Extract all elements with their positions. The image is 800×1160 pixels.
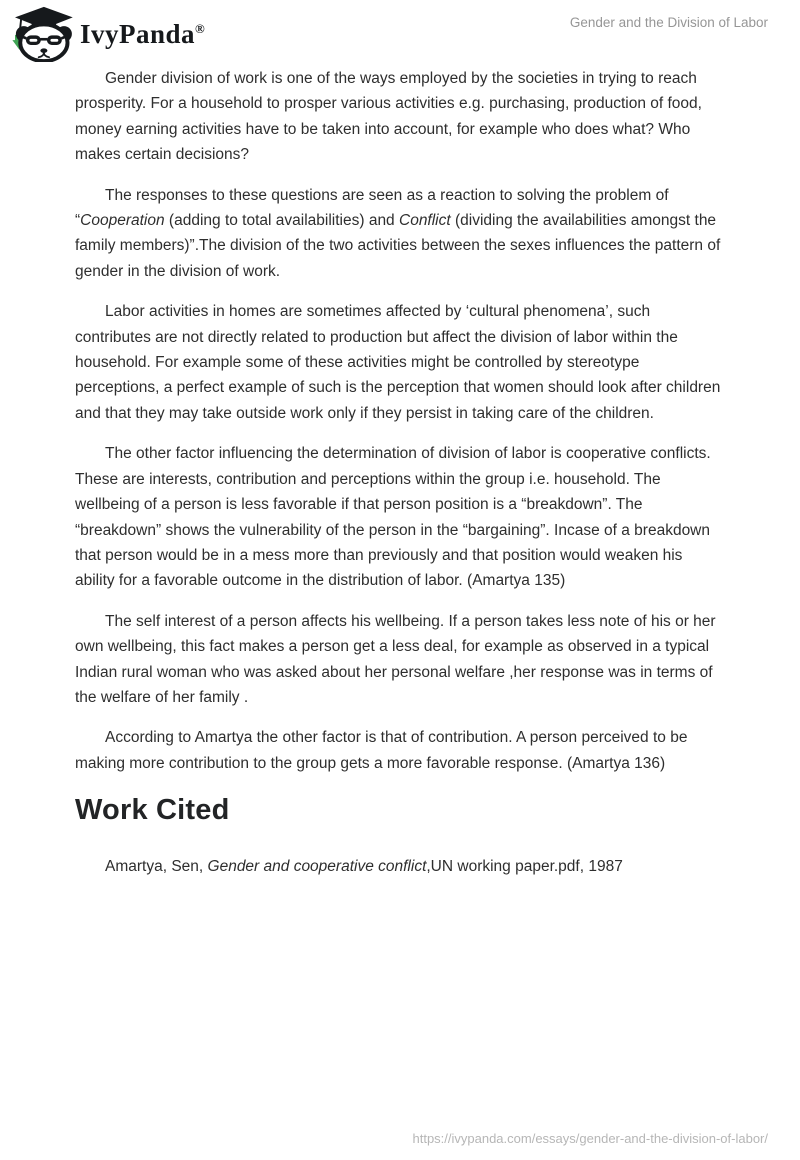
essay-paragraphs	[75, 66, 723, 776]
ivypanda-panda-logo-icon	[10, 6, 76, 62]
page-header	[0, 0, 800, 62]
citation-entry	[75, 854, 723, 879]
text-run: ,UN working paper.pdf, 1987	[426, 858, 623, 876]
registered-trademark: ®	[195, 20, 206, 36]
italic-text: Cooperation	[80, 212, 165, 230]
text-run: The responses to these questions are seen as a reaction to solving the problem of “	[75, 186, 669, 230]
brand-name: IvyPanda®	[80, 18, 206, 49]
italic-text: Gender and cooperative conflict	[207, 858, 427, 876]
paragraph	[75, 66, 723, 168]
text-run: Labor activities in homes are sometimes affected by ‘cultural phenomena’, such contributes are not directly related to production but affect the division of labor within the household. For example some of these activities might be controlled by stereotype perceptions, a perfect example of such is the perception that women should look after children and that they may take outside work only if they persist in taking care of the children.	[75, 303, 721, 422]
paragraph	[75, 183, 723, 285]
text-run: Gender division of work is one of the ways employed by the societies in trying to reach prosperity. For a household to prosper various activities e.g. purchasing, production of food, money earning activities have to be taken into account, for example who does what? Who makes certain decisions?	[75, 70, 702, 164]
brand-logo-lockup	[10, 6, 205, 62]
text-run: The self interest of a person affects his wellbeing. If a person takes less note of his or her own wellbeing, this fact makes a person get a less deal, for example as observed in a typical Indian rural woman who was asked about her personal welfare ,her response was in terms of the welfare of her family .	[75, 612, 716, 706]
paragraph	[75, 609, 723, 711]
source-url: https://ivypanda.com/essays/gender-and-the-division-of-labor/	[412, 1131, 768, 1146]
paragraph	[75, 299, 723, 426]
text-run: (dividing the availabilities amongst the family members)”.The division of the two activities between the sexes influences the pattern of gender in the division of work.	[75, 212, 721, 280]
paragraph	[75, 441, 723, 593]
work-cited-heading: Work Cited	[75, 794, 230, 827]
paragraph	[75, 725, 723, 776]
essay-content	[75, 66, 723, 880]
text-run: The other factor influencing the determination of division of labor is cooperative conflicts. These are interests, contribution and perceptions within the group i.e. household. The wellbeing of a person is less favorable if that person position is a “breakdown”. The “breakdown” shows the vulnerability of the person in the “bargaining”. Incase of a breakdown that person would be in a mess more than previously and that position would weaken his ability for a favorable outcome in the distribution of labor. (Amartya 135)	[75, 445, 711, 590]
text-run: (adding to total availabilities) and	[164, 212, 399, 230]
text-run: Amartya, Sen,	[105, 858, 208, 876]
document-title: Gender and the Division of Labor	[569, 15, 768, 30]
text-run: According to Amartya the other factor is that of contribution. A person perceived to be making more contribution to the group gets a more favorable response. (Amartya 136)	[75, 729, 688, 772]
italic-text: Conflict	[399, 212, 451, 230]
